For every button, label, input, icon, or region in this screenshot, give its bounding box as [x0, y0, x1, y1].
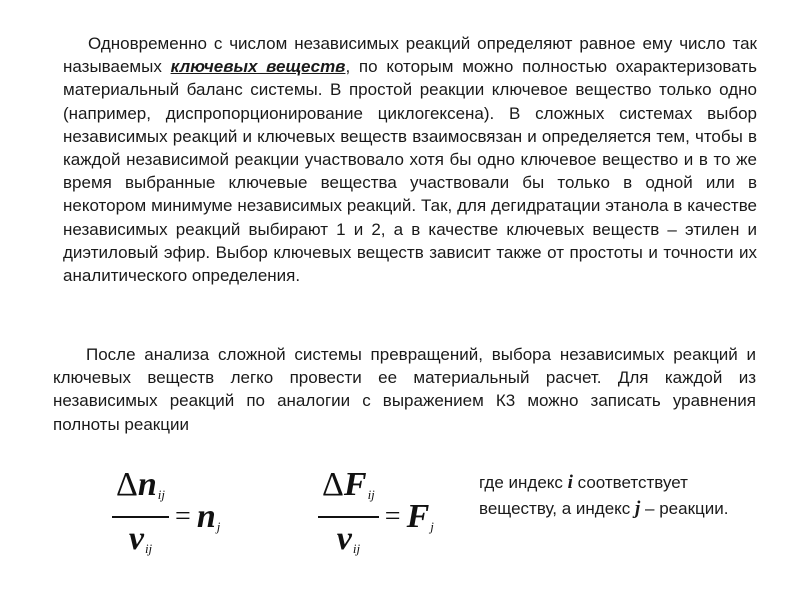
formula1-denominator-sub: ij [144, 541, 153, 556]
formula1-delta: Δ [116, 466, 138, 503]
paragraph1-text-start: Одновременно с числом независимых реакций определяют равное ему число так называемых [63, 34, 757, 77]
formula2-denominator-var: ν [336, 520, 352, 557]
formula1-rhs-var: n [196, 498, 216, 535]
formula2-rhs-var: F [406, 498, 430, 535]
formula2-rhs [407, 498, 434, 536]
formula2-rhs-sub: j [430, 519, 434, 534]
formula2-numerator-sub: ij [367, 487, 375, 502]
formula1-denominator [112, 520, 169, 568]
formula1-rhs-sub: j [216, 519, 221, 534]
formula-extent-f [318, 466, 434, 568]
formula1-denominator-var: ν [128, 520, 144, 557]
key-substances-term: ключевых веществ [170, 57, 346, 77]
note-index-i: i [567, 472, 573, 493]
formula1-rhs [197, 498, 221, 536]
formula2-numerator [318, 466, 379, 514]
formula2-fraction [318, 466, 379, 568]
paragraph-material-balance: После анализа сложной системы превращений, выбора независимых реакций и ключевых веществ легко провести ее материальный расчет. Для каждой из независимых реакций по аналогии с выражением К3 можно записать уравнения полноты реакции [53, 345, 756, 434]
formula-extent-n [112, 466, 220, 568]
formula2-numerator-var: F [343, 466, 367, 503]
formula1-equals: = [175, 501, 191, 532]
formula1-fraction-bar [112, 516, 169, 518]
formula1-fraction [112, 466, 169, 568]
index-note [479, 470, 749, 521]
formula1-numerator-sub: ij [157, 487, 166, 502]
formula1-numerator-var: n [137, 466, 157, 503]
formula2-fraction-bar [318, 516, 379, 518]
formula2-equals: = [384, 501, 401, 532]
paragraph-key-substances [63, 32, 757, 287]
note-part1: где индекс [479, 473, 568, 492]
formula2-denominator [318, 520, 379, 568]
formula2-denominator-sub: ij [352, 541, 361, 556]
paragraph1-text-end: , по которым можно полностью охарактеризовать материальный баланс системы. В простой реакции ключевое вещество только одно (например, диспропорционирование циклогексена). В сложных системах выбор независимых реакций и ключевых веществ взаимосвязан и определяется тем, чтобы в каждой независимой реакции участвовало хотя бы одно ключевое вещество и в то же время выбранные ключевые вещества участвовали бы только в одной или в некотором минимуме независимых реакций. Так, для дегидратации этанола в качестве независимых реакций выбирают 1 и 2, а в качестве ключевых веществ – этилен и диэтиловый эфир. Выбор ключевых веществ зависит также от простоты и точности их аналитического определения. [63, 57, 757, 286]
formula1-numerator [112, 466, 169, 514]
note-part3: – реакции. [640, 498, 729, 518]
formula2-delta: Δ [322, 466, 344, 503]
note-part2: соответствует веществу, а индекс [479, 473, 688, 518]
note-index-j: j [635, 497, 641, 519]
